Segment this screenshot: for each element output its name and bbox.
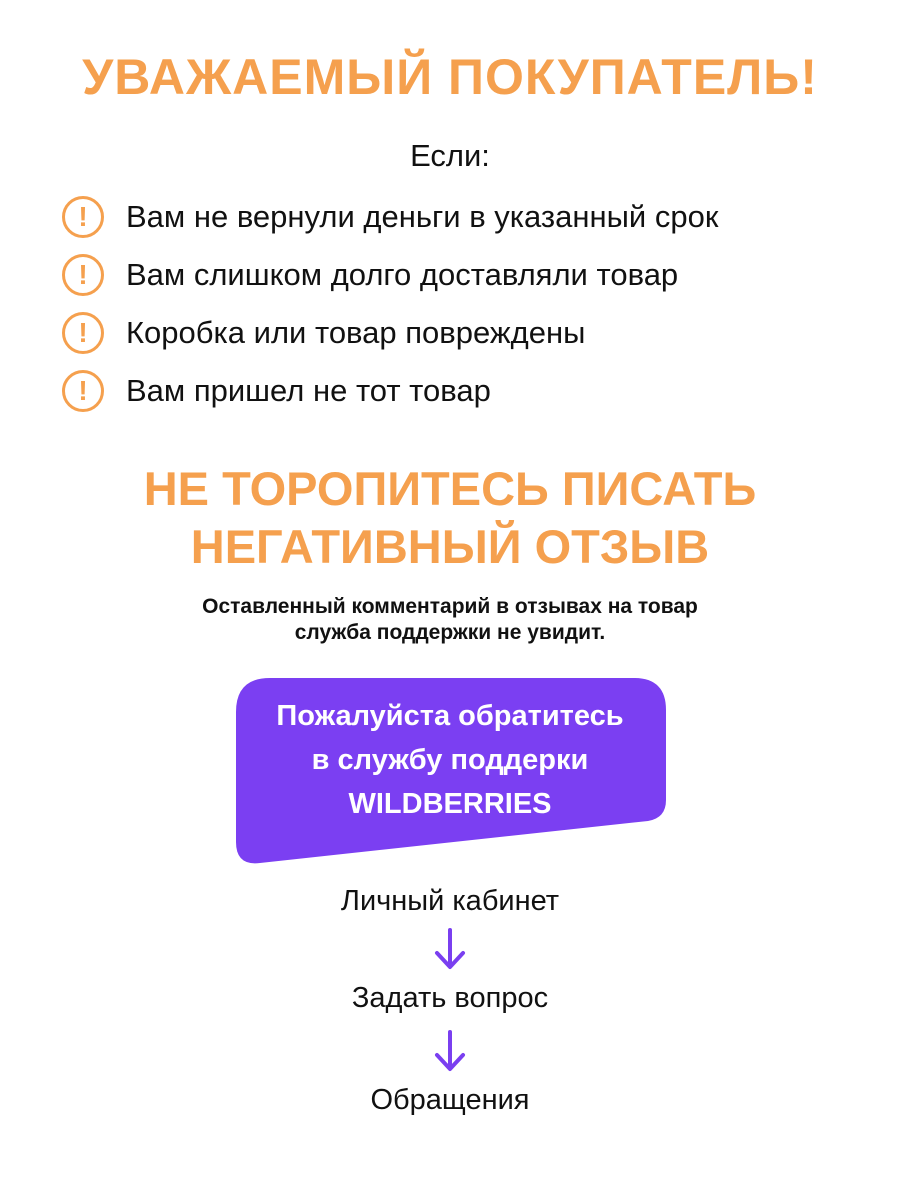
list-item [62,246,862,304]
list-item [62,188,862,246]
callout-text [234,694,666,826]
step-personal-account: Личный кабинет [340,885,560,917]
arrow-down-icon [432,1030,468,1074]
reason-text: Вам слишком долго доставляли товар [126,257,679,292]
note-line-2: служба поддержки не увидит. [294,621,606,644]
callout-line-2: в службу поддерки [311,744,589,776]
callout-line-1: Пожалуйста обратитесь [276,700,624,732]
headline [0,460,900,576]
support-callout [234,678,666,864]
step-ask-question: Задать вопрос [351,982,549,1014]
list-item [62,304,862,362]
headline-line-1: НЕ ТОРОПИТЕСЬ ПИСАТЬ [143,462,757,515]
reason-text: Коробка или товар повреждены [126,315,586,350]
page-title: УВАЖАЕМЫЙ ПОКУПАТЕЛЬ! [82,49,818,105]
reason-text: Вам не вернули деньги в указанный срок [126,199,719,234]
note-text [0,594,900,646]
exclamation-circle-icon: ! [62,196,104,238]
exclamation-circle-icon: ! [62,370,104,412]
arrow-down-icon [432,928,468,972]
step-requests: Обращения [370,1084,530,1116]
headline-line-2: НЕГАТИВНЫЙ ОТЗЫВ [190,520,710,573]
reason-list [62,188,862,420]
reason-text: Вам пришел не тот товар [126,373,491,408]
callout-line-3: WILDBERRIES [348,788,552,820]
list-item [62,362,862,420]
if-label: Если: [410,138,490,173]
note-line-1: Оставленный комментарий в отзывах на товар [202,595,698,618]
exclamation-circle-icon: ! [62,254,104,296]
exclamation-circle-icon: ! [62,312,104,354]
